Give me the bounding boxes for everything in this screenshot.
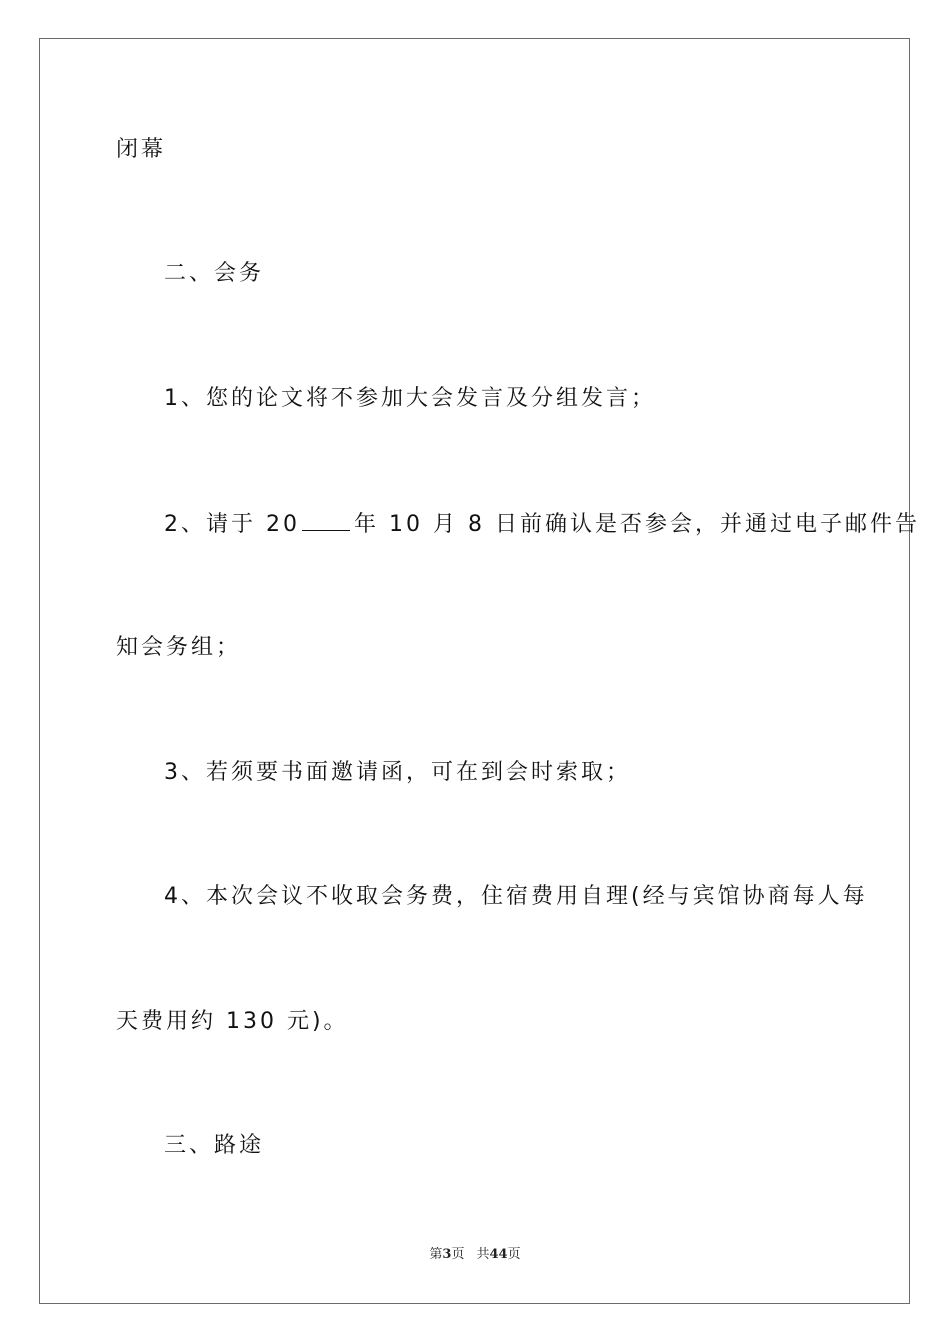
list-item-4: 4、本次会议不收取会务费，住宿费用自理(经与宾馆协商每人每 (164, 884, 868, 909)
footer-current-page: 3 (442, 1247, 452, 1262)
list-item-2-prefix: 2、请于 20 (164, 512, 300, 537)
page-border (39, 38, 910, 1304)
footer-total-prefix: 共 (476, 1247, 490, 1262)
footer-page-unit: 页 (451, 1247, 465, 1262)
text-closing: 闭幕 (116, 137, 167, 162)
footer-total-unit: 页 (507, 1247, 521, 1262)
list-item-1: 1、您的论文将不参加大会发言及分组发言； (164, 386, 656, 411)
list-item-2 (164, 510, 920, 539)
section-heading-route: 三、路途 (164, 1133, 265, 1158)
list-item-3: 3、若须要书面邀请函，可在到会时索取； (164, 760, 631, 785)
list-item-2-suffix: 年 10 月 8 日前确认是否参会，并通过电子邮件告 (354, 512, 920, 537)
fill-in-blank (302, 510, 350, 531)
page-footer (0, 1246, 950, 1264)
list-item-2-continuation: 知会务组； (116, 635, 242, 660)
section-heading-meeting-affairs: 二、会务 (164, 261, 265, 286)
list-item-4-continuation: 天费用约 130 元)。 (116, 1009, 349, 1034)
footer-page-prefix: 第 (429, 1247, 443, 1262)
footer-total-pages: 44 (489, 1247, 508, 1262)
